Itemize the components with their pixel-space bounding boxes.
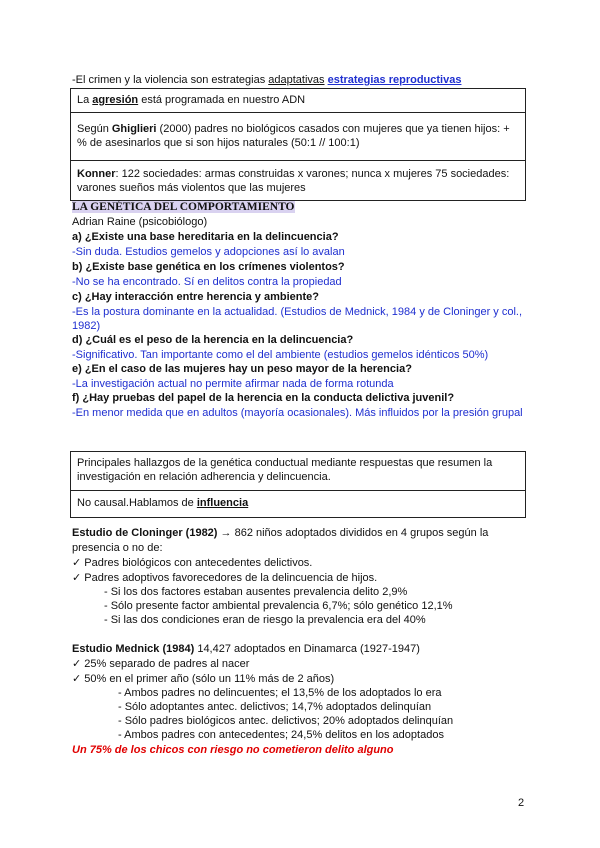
agresion-row xyxy=(71,89,525,113)
answer-c-cont: 1982) xyxy=(72,320,101,332)
cloninger-item-2-text: Padres adoptivos favorecedores de la delincuencia de hijos. xyxy=(84,572,378,584)
question-d: d) ¿Cuál es el peso de la herencia en la delincuencia? xyxy=(72,334,354,346)
genetics-heading-text: LA GENÉTICA DEL COMPORTAMIENTO xyxy=(72,201,295,213)
agresion-box xyxy=(70,88,526,201)
mednick-item-1 xyxy=(72,657,249,672)
page-number: 2 xyxy=(518,797,525,809)
answer-d: -Significativo. Tan importante como el del ambiente (estudios gemelos idénticos 50%) xyxy=(72,349,489,361)
cloninger-item-2 xyxy=(72,571,377,586)
cloninger-title-line xyxy=(72,526,488,541)
mednick-sub-2: - Sólo adoptantes antec. delictivos; 14,7% adoptados delinquían xyxy=(118,701,432,713)
check-icon: ✓ xyxy=(72,572,82,584)
mednick-title-line xyxy=(72,642,420,657)
answer-c: -Es la postura dominante en la actualidad. (Estudios de Mednick, 1984 y de Cloninger y col., xyxy=(72,306,523,318)
cloninger-title: Estudio de Cloninger (1982) xyxy=(72,527,218,539)
cloninger-item-1 xyxy=(72,556,312,571)
check-icon: ✓ xyxy=(72,557,82,569)
hallazgos-line1: Principales hallazgos de la genética conductual mediante respuestas que resumen la xyxy=(77,457,493,469)
hallazgos-box xyxy=(70,451,526,518)
question-a: a) ¿Existe una base hereditaria en la delincuencia? xyxy=(72,231,339,243)
mednick-text: 14,427 adoptados en Dinamarca (1927-1947) xyxy=(194,643,420,655)
konner-line2: varones sueños más violentos que las mujeres xyxy=(77,182,306,194)
mednick-item-1-text: 25% separado de padres al nacer xyxy=(84,658,250,670)
hallazgos-line2: investigación en relación adherencia y delincuencia. xyxy=(77,471,331,483)
cloninger-item-1-text: Padres biológicos con antecedentes delictivos. xyxy=(84,557,313,569)
cloninger-sub-3: - Si las dos condiciones eran de riesgo la prevalencia era del 40% xyxy=(104,614,426,626)
mednick-sub-3: - Sólo padres biológicos antec. delictivos; 20% adoptados delinquían xyxy=(118,715,454,727)
intro-line xyxy=(72,73,461,88)
cloninger-text: 862 niños adoptados divididos en 4 grupos según la xyxy=(231,527,489,539)
question-e: e) ¿En el caso de las mujeres hay un peso mayor de la herencia? xyxy=(72,363,412,375)
intro-reproductivas: estrategias reproductivas xyxy=(327,74,462,86)
question-f: f) ¿Hay pruebas del papel de la herencia en la conducta delictiva juvenil? xyxy=(72,392,455,404)
answer-b: -No se ha encontrado. Sí en delitos contra la propiedad xyxy=(72,276,342,288)
answer-e: -La investigación actual no permite afirmar nada de forma rotunda xyxy=(72,378,394,390)
konner-name: Konner xyxy=(77,168,116,180)
intro-adaptativas: adaptativas xyxy=(268,74,325,86)
konner-text: : 122 sociedades: armas construidas x varones; nunca x mujeres 75 sociedades: xyxy=(115,168,510,180)
hallazgos-row xyxy=(71,452,525,491)
mednick-conclusion: Un 75% de los chicos con riesgo no cometieron delito alguno xyxy=(72,744,394,756)
ghiglieri-name: Ghiglieri xyxy=(111,123,157,135)
ghiglieri-line2: % de asesinarlos que si son hijos naturales (50:1 // 100:1) xyxy=(77,137,360,149)
check-icon: ✓ xyxy=(72,673,82,685)
agresion-post: está programada en nuestro ADN xyxy=(138,94,306,106)
ghiglieri-text: (2000) padres no biológicos casados con mujeres que ya tienen hijos: + xyxy=(156,123,510,135)
cloninger-sub-2: - Sólo presente factor ambiental prevalencia 6,7%; sólo genético 12,1% xyxy=(104,600,453,612)
influencia-word: influencia xyxy=(196,497,249,509)
answer-f: -En menor medida que en adultos (mayoría ocasionales). Más influidos por la presión grupal xyxy=(72,407,523,419)
agresion-pre: La xyxy=(77,94,93,106)
mednick-title: Estudio Mednick (1984) xyxy=(72,643,195,655)
mednick-item-2 xyxy=(72,672,334,687)
mednick-item-2-text: 50% en el primer año (sólo un 11% más de 2 años) xyxy=(84,673,335,685)
arrow-icon: → xyxy=(220,527,232,539)
intro-text: -El crimen y la violencia son estrategias xyxy=(72,74,269,86)
cloninger-sub-1: - Si los dos factores estaban ausentes prevalencia delito 2,9% xyxy=(104,586,408,598)
ghiglieri-row xyxy=(71,113,525,161)
question-b: b) ¿Existe base genética en los crímenes violentos? xyxy=(72,261,345,273)
question-c: c) ¿Hay interacción entre herencia y ambiente? xyxy=(72,291,319,303)
genetics-author: Adrian Raine (psicobiólogo) xyxy=(72,216,208,228)
answer-a: -Sin duda. Estudios gemelos y adopciones así lo avalan xyxy=(72,246,345,258)
mednick-sub-1: - Ambos padres no delincuentes; el 13,5% de los adoptados lo era xyxy=(118,687,442,699)
konner-row xyxy=(71,161,525,200)
influencia-pre: No causal.Hablamos de xyxy=(77,497,197,509)
mednick-sub-4: - Ambos padres con antecedentes; 24,5% delitos en los adoptados xyxy=(118,729,444,741)
influencia-row xyxy=(71,491,525,517)
genetics-heading xyxy=(72,200,295,215)
agresion-word: agresión xyxy=(92,94,139,106)
ghiglieri-pre: Según xyxy=(77,123,112,135)
cloninger-line2: presencia o no de: xyxy=(72,542,163,554)
check-icon: ✓ xyxy=(72,658,82,670)
